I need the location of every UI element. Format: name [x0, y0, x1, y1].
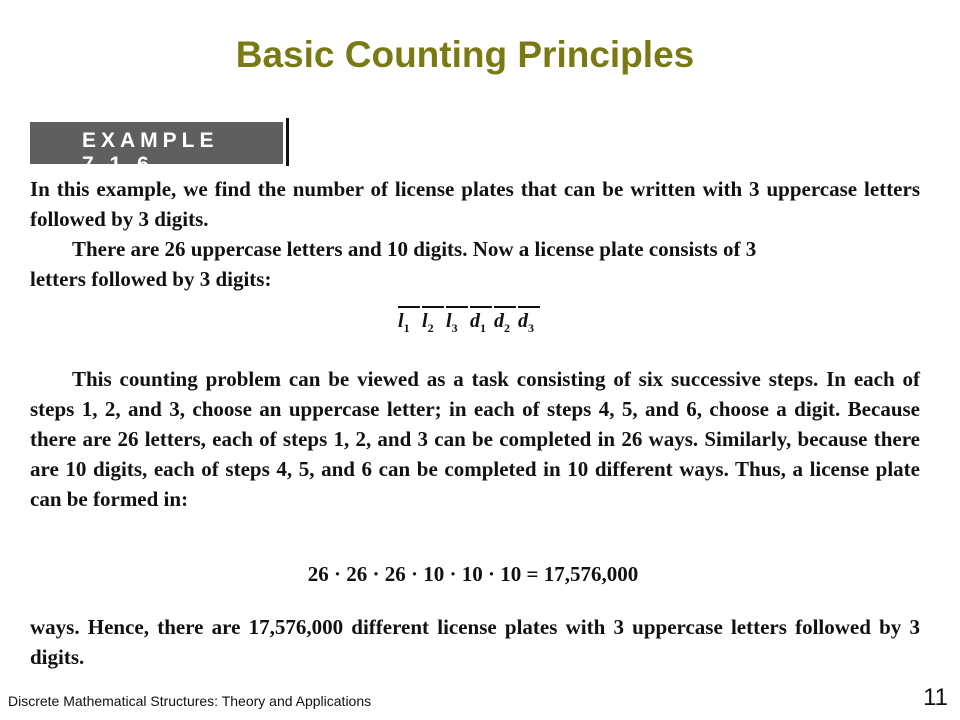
paragraph-steps: This counting problem can be viewed as a task consisting of six successive steps. In each of steps 1, 2, and 3, choose an uppercase letter; in each of steps 4, 5, and 6, choose a digit. Because there are 26 letters, each of steps 1, 2, and 3 can be completed in 26 ways. Similarly, because there are 10 digits, each of steps 4, 5, and 6 can be completed in 10 different ways. Thus, a license plate can be formed in:: [30, 367, 920, 511]
example-label: EXAMPLE 7.1.6: [82, 129, 219, 176]
equation: 26 · 26 · 26 · 10 · 10 · 10 = 17,576,000: [307, 562, 639, 586]
plate-slot: $d_3$: [518, 306, 540, 336]
paragraph-conclusion: ways. Hence, there are 17,576,000 different license plates with 3 uppercase letters followed by 3 digits.: [30, 615, 920, 669]
footer-text: Discrete Mathematical Structures: Theory and Applications: [8, 693, 372, 709]
plate-slot: $d_1$: [470, 306, 492, 336]
paragraph-letters-digits-line2: letters followed by 3 digits:: [30, 267, 272, 291]
plate-slot: $l_1$: [398, 306, 420, 336]
plate-slot: $l_2$: [422, 306, 444, 336]
paragraph-letters-digits-line1: There are 26 uppercase letters and 10 digits. Now a license plate consists of 3: [72, 237, 757, 261]
slide-title: Basic Counting Principles: [235, 34, 695, 75]
example-banner: [30, 122, 283, 176]
page-number: 11: [923, 684, 948, 711]
paragraph-intro: In this example, we find the number of license plates that can be written with 3 uppercase letters followed by 3 digits.: [30, 177, 920, 231]
banner-rule: [286, 118, 289, 166]
plate-slot: $l_3$: [446, 306, 468, 336]
paragraph-letters-digits: [30, 234, 920, 294]
plate-slot: $d_2$: [494, 306, 516, 336]
license-plate-slots: [398, 306, 548, 336]
